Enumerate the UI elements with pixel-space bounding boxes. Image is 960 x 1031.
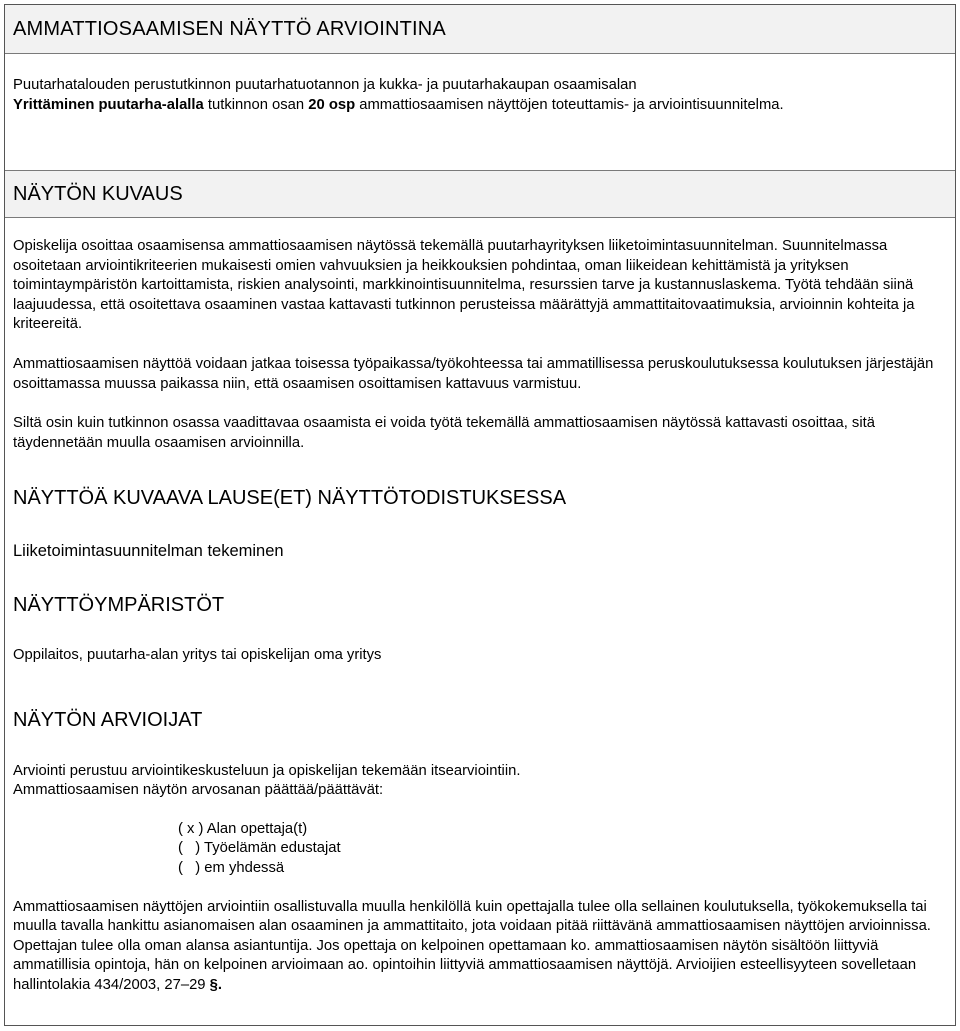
lause-text: Liiketoimintasuunnitelman tekeminen	[13, 542, 284, 561]
section-heading-arvioijat: NÄYTÖN ARVIOIJAT	[13, 708, 203, 731]
ymparisto-text: Oppilaitos, puutarha-alan yritys tai opiskelijan oma yritys	[13, 646, 382, 663]
title-band	[5, 5, 955, 54]
kuvaus-paragraph-2: Ammattiosaamisen näyttöä voidaan jatkaa toisessa työpaikassa/työkohteessa tai ammatillisessa peruskoulutuksessa koulutuksen järjestäjän osoittamassa muussa paikassa niin, että osaamisen osoittamisen kattavuus varmistuu.	[13, 355, 934, 392]
document-page	[4, 4, 956, 1026]
kuvaus-block	[5, 218, 955, 995]
intro-text-end: ammattiosaamisen näyttöjen toteuttamis- ja arviointisuunnitelma.	[355, 96, 784, 113]
option-together: ( ) em yhdessä	[178, 859, 285, 876]
arvioijat-line-2: Ammattiosaamisen näytön arvosanan päättää/päättävät:	[13, 782, 384, 799]
final-text: Ammattiosaamisen näyttöjen arviointiin osallistuvalla muulla henkilöllä kuin opettajalla tulee olla sellainen koulutuksella, työkokemuksella tai muulla tavalla hankittu asianomaisen alan osaaminen ja ammattitaito, jota voidaan pitää riittävänä ammattiosaamisen näyttöjen arvioinnissa. Opettajan tulee olla oman alansa asiantuntija. Jos opettaja on kelpoinen opettamaan ko. ammattiosaamisen näytön sisältöön liittyviä ammatillisia opintoja, hän on kelpoinen arvioimaan ao. opintoihin liittyviä ammattiosaamisen näyttöjä. Arvioijien esteellisyyteen sovelletaan hallintolakia 434/2003, 27	[13, 898, 931, 993]
unit-credits: 20 osp	[308, 96, 356, 113]
intro-line-1: Puutarhatalouden perustutkinnon puutarhatuotannon ja kukka- ja puutarhakaupan osaamisalan	[13, 77, 637, 93]
kuvaus-paragraph-1: Opiskelija osoittaa osaamisensa ammattiosaamisen näytössä tekemällä puutarhayrityksen liiketoimintasuunnitelman. Suunnitelmassa osoitetaan arviointikriteerien mukaisesti omien vahvuuksien ja heikkouksien pohdintaa, oman liikeidean kehittämistä ja yrityksen toimintaympäristön kartoittamista, riskien analysointi, markkinointisuunnitelma, resurssien tarve ja kustannuslaskema. Työtä tehdään siinä laajuudessa, että osoitettava osaaminen vastaa kattavasti tutkinnon perusteissa määrättyjä ammattitaitovaatimuksia, arvioinnin kohteita ja kriteereitä.	[13, 238, 915, 333]
kuvaus-paragraph-3: Siltä osin kuin tutkinnon osassa vaadittavaa osaamista ei voida työtä tekemällä ammattiosaamisen näytössä kattavasti osoittaa, sitä täydennetään muulla osaamisen arvioinnilla.	[13, 415, 875, 451]
section-heading-lause: NÄYTTÖÄ KUVAAVA LAUSE(ET) NÄYTTÖTODISTUKSESSA	[13, 487, 567, 510]
arvioijat-line-1: Arviointi perustuu arviointikeskusteluun ja opiskelijan tekemään itsearviointiin.	[13, 762, 521, 779]
section-heading-ymparisto: NÄYTTÖYMPÄRISTÖT	[13, 593, 225, 616]
arvioijat-final-paragraph	[13, 898, 947, 996]
final-section-sign: §.	[205, 976, 222, 993]
option-teacher: ( x ) Alan opettaja(t)	[178, 820, 308, 837]
evaluator-options	[13, 820, 947, 879]
section-band-kuvaus	[5, 170, 955, 218]
intro-block	[5, 54, 955, 170]
unit-name: Yrittäminen puutarha-alalla	[13, 96, 204, 113]
option-worklife: ( ) Työelämän edustajat	[178, 840, 341, 857]
section-heading-kuvaus: NÄYTÖN KUVAUS	[13, 182, 183, 205]
page-title: AMMATTIOSAAMISEN NÄYTTÖ ARVIOINTINA	[13, 17, 446, 40]
final-dash: –	[180, 976, 190, 993]
intro-text: tutkinnon osan	[203, 96, 309, 113]
intro-line-2	[13, 96, 947, 116]
final-number: 29	[189, 976, 206, 993]
